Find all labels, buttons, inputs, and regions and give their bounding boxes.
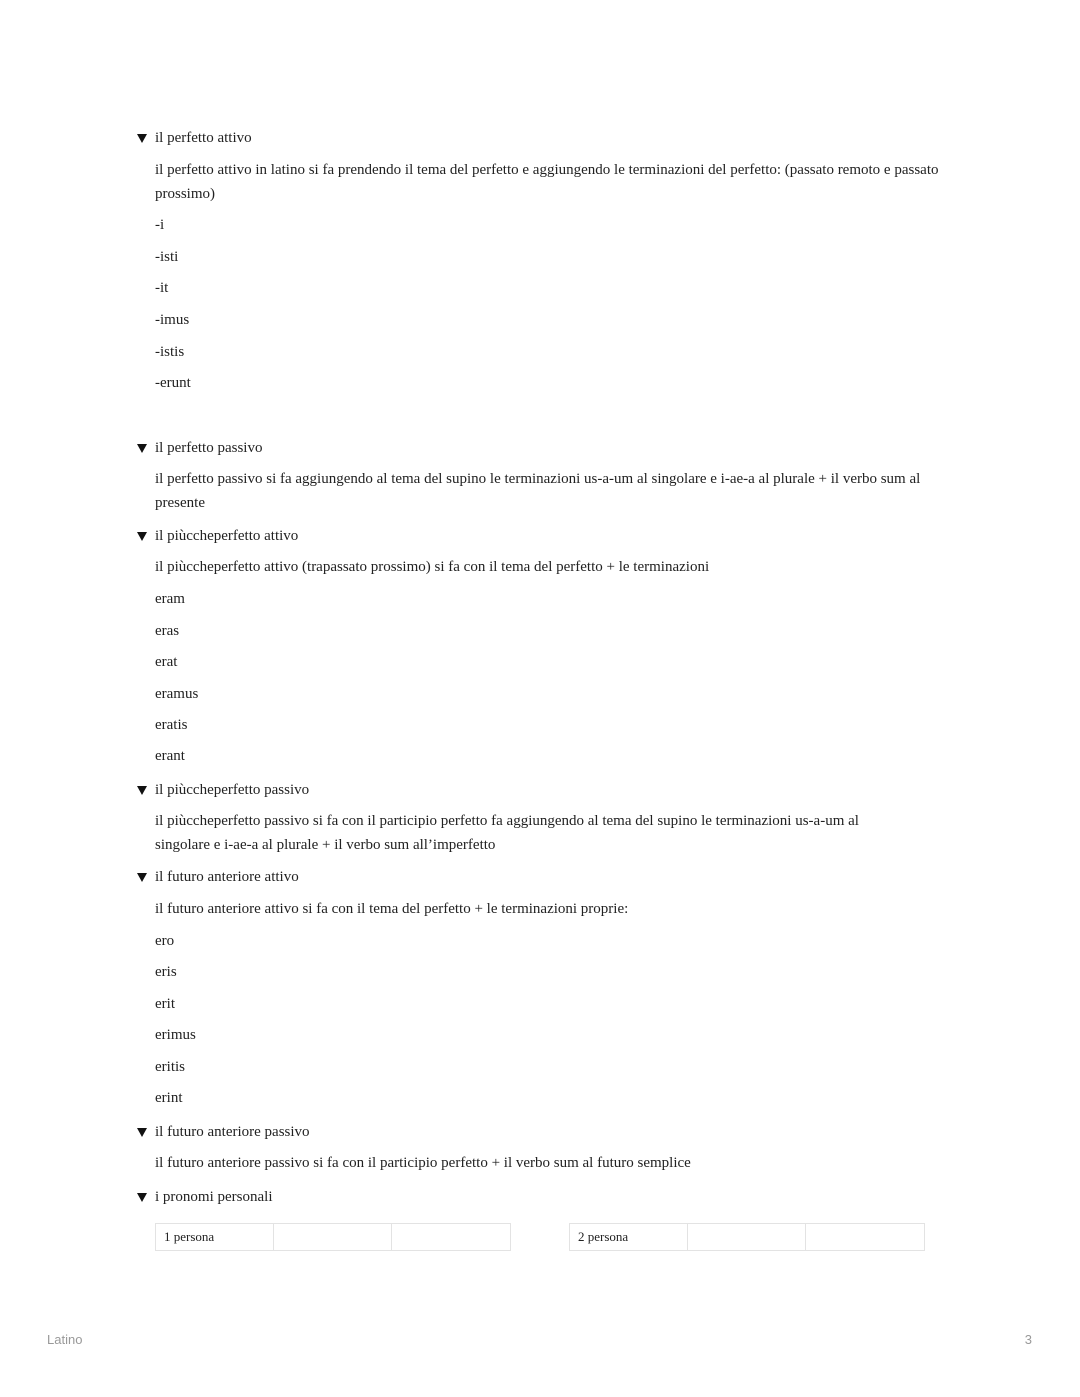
toggle-triangle-icon[interactable] [137, 873, 147, 882]
toggle-pronomi-personali[interactable] [137, 1187, 272, 1207]
section-title: il perfetto attivo [155, 130, 252, 146]
ending-item: erint [155, 1090, 183, 1106]
section-text: il piùccheperfetto passivo si fa con il participio perfetto fa aggiungendo al tema del supino le terminazioni us-a-um al singolare e i-ae-a al plurale + il verbo sum all’imperfetto [155, 813, 859, 853]
toggle-futuro-anteriore-passivo[interactable] [137, 1122, 310, 1142]
page-number: 3 [1024, 1332, 1032, 1347]
footer-label: Latino [47, 1332, 83, 1347]
section-title: il futuro anteriore attivo [155, 869, 299, 885]
section-title: il futuro anteriore passivo [155, 1124, 310, 1140]
ending-item: -erunt [155, 375, 191, 391]
section-text: il futuro anteriore passivo si fa con il participio perfetto + il verbo sum al futuro semplice [155, 1155, 691, 1171]
section-text: il perfetto attivo in latino si fa prendendo il tema del perfetto e aggiungendo le terminazioni del perfetto: (passato remoto e passato prossimo) [155, 162, 939, 202]
toggle-triangle-icon[interactable] [137, 1128, 147, 1137]
ending-item: -i [155, 217, 165, 233]
table-cell [392, 1224, 510, 1250]
table-header-cell: 2 persona [570, 1224, 688, 1250]
ending-item: erimus [155, 1027, 196, 1043]
ending-item: -istis [155, 344, 185, 360]
ending-item: erit [155, 996, 175, 1012]
ending-item: eramus [155, 686, 199, 702]
section-title: il piùccheperfetto attivo [155, 528, 299, 544]
toggle-triangle-icon[interactable] [137, 786, 147, 795]
ending-item: -imus [155, 312, 190, 328]
pronoun-table-second-person [569, 1223, 925, 1251]
table-cell [274, 1224, 392, 1250]
ending-item: eritis [155, 1059, 185, 1075]
ending-item: eratis [155, 717, 188, 733]
ending-item: erant [155, 748, 185, 764]
toggle-perfetto-attivo[interactable] [137, 128, 252, 148]
ending-item: -isti [155, 249, 179, 265]
section-title: i pronomi personali [155, 1189, 273, 1205]
ending-item: eram [155, 591, 185, 607]
toggle-triangle-icon[interactable] [137, 1193, 147, 1202]
toggle-triangle-icon[interactable] [137, 444, 147, 453]
ending-item: eras [155, 623, 180, 639]
toggle-triangle-icon[interactable] [137, 532, 147, 541]
section-title: il piùccheperfetto passivo [155, 782, 310, 798]
toggle-piuccheperfetto-passivo[interactable] [137, 780, 309, 800]
toggle-piuccheperfetto-attivo[interactable] [137, 526, 298, 546]
table-cell [806, 1224, 924, 1250]
table-cell [688, 1224, 806, 1250]
pronoun-table-first-person [155, 1223, 511, 1251]
table-header-cell: 1 persona [156, 1224, 274, 1250]
section-text: il piùccheperfetto attivo (trapassato prossimo) si fa con il tema del perfetto + le terminazioni [155, 559, 710, 575]
ending-item: -it [155, 280, 169, 296]
section-text: il futuro anteriore attivo si fa con il tema del perfetto + le terminazioni proprie: [155, 901, 629, 917]
toggle-perfetto-passivo[interactable] [137, 438, 262, 458]
ending-item: erat [155, 654, 178, 670]
section-title: il perfetto passivo [155, 440, 263, 456]
section-text: il perfetto passivo si fa aggiungendo al tema del supino le terminazioni us-a-um al singolare e i-ae-a al plurale + il verbo sum al presente [155, 471, 921, 511]
ending-item: eris [155, 964, 177, 980]
ending-item: ero [155, 933, 175, 949]
toggle-futuro-anteriore-attivo[interactable] [137, 867, 299, 887]
toggle-triangle-icon[interactable] [137, 134, 147, 143]
